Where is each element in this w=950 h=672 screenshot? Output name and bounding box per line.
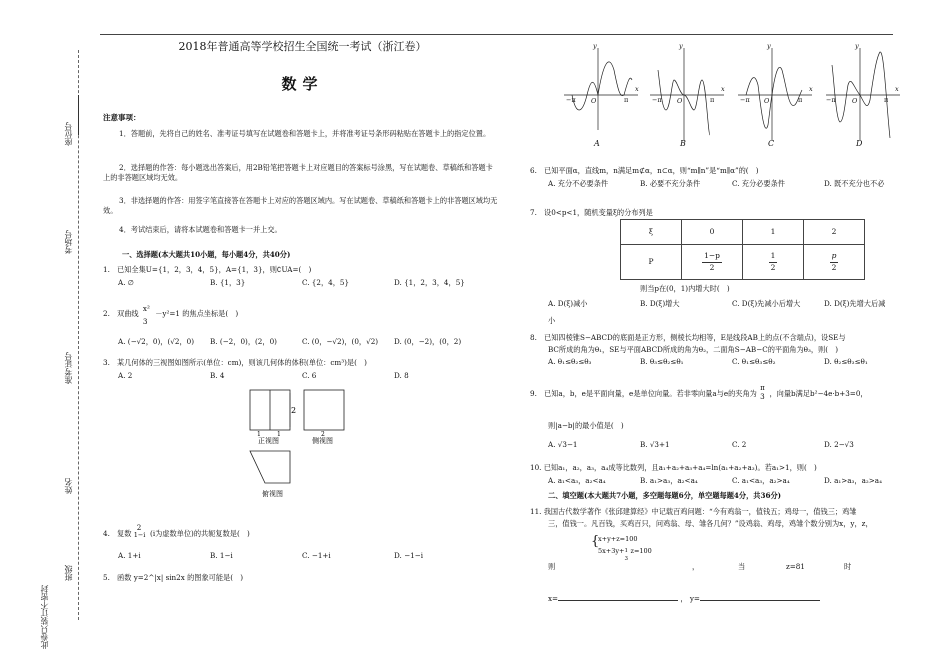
q1-option-d: D. {1，2，3，4，5} (394, 278, 465, 287)
system-frac-num: 1 (624, 548, 629, 554)
top-view-label: 俯视图 (262, 490, 283, 498)
table-cell (682, 245, 743, 280)
q8-option-c: C. θ₁≤θ₃≤θ₂ (732, 357, 776, 366)
margin-fill-line (78, 95, 79, 135)
binding-note: 此卷只装订不密封 (40, 585, 49, 649)
q8-option-b: B. θ₃≤θ₂≤θ₁ (640, 357, 684, 366)
graph-d (826, 48, 900, 140)
question-2-stem (103, 304, 239, 326)
graph-d-label: D (856, 139, 863, 148)
q3-option-a: A. 2 (118, 371, 133, 380)
q8-option-d: D. θ₂≤θ₃≤θ₁ (824, 357, 868, 366)
margin-label-class: 班级 (64, 565, 73, 581)
graph-c-neg-pi: −π (740, 96, 750, 104)
question-11-line2: 三，值钱一。凡百钱，买鸡百只，问鸡翁、母、雏各几何？”设鸡翁、鸡母，鸡雏个数分别为x，y，z， (548, 519, 873, 528)
q7-option-a: A. D(ξ)减小 (548, 299, 588, 308)
q11-then: 则 (548, 562, 556, 571)
section-heading: 二、填空题(本大题共7小题，多空题每题6分，单空题每题4分，共36分) (548, 491, 782, 500)
three-view-figure (240, 385, 360, 505)
graph-b-origin: O (677, 97, 683, 105)
q11-shi: 时 (844, 562, 852, 571)
question-9-line2: 则|a−b|的最小值是( ) (548, 421, 624, 430)
q9-line1-start: 9. 已知a，b，e是平面向量，e是单位向量。若非零向量a与e的夹角为 (530, 389, 757, 398)
answer-x-label: x= (548, 594, 559, 603)
graph-c (738, 48, 812, 140)
system-eq1: x+y+z=100 (598, 535, 638, 543)
q7-after: 则当p在(0，1)内增大时( ) (640, 284, 730, 293)
question-5-stem: 5. 函数 y=2^|x| sin2x 的图象可能是( ) (103, 573, 244, 582)
distribution-table (620, 219, 865, 280)
margin-dashed-line (78, 50, 79, 620)
system-eq2-rest: z=100 (630, 547, 652, 555)
dim-label-1b: 1 (277, 431, 281, 438)
graph-a-label: A (594, 139, 600, 148)
system-frac-den: 3 (624, 556, 629, 562)
question-4-stem (103, 523, 250, 539)
margin-label-seat: 座位号 (64, 122, 73, 146)
graph-a-curve (572, 62, 632, 110)
frac-den: 2 (831, 262, 837, 272)
q1-option-b: B. {1，3} (210, 278, 246, 287)
graph-c-y-label: y (767, 42, 771, 50)
q6-option-d: D. 既不充分也不必 (824, 179, 885, 188)
section-heading: 一、选择题(本大题共10小题，每小题4分，共40分) (122, 250, 291, 259)
subject-title: 数学 (281, 75, 324, 93)
q2-option-c: C. (0，−√2)，(0，√2) (302, 337, 379, 346)
q3-option-d: D. 8 (394, 371, 409, 380)
top-view-shape (250, 451, 290, 483)
q2-option-a: A. (−√2，0)，(√2，0) (118, 337, 195, 346)
q5-graphs (560, 40, 900, 152)
question-11-line1: 11. 我国古代数学著作《张邱建算经》中记载百鸡问题：“今有鸡翁一，值钱五；鸡母一，值钱三；鸡雏 (530, 507, 857, 516)
q11-when: 当 (738, 562, 746, 571)
q8-option-a: A. θ₁≤θ₂≤θ₃ (548, 357, 592, 366)
q7-option-c: C. D(ξ)先减小后增大 (732, 299, 801, 308)
q3-option-b: B. 4 (210, 371, 225, 380)
notice-item: 4．考试结束后，请将本试题卷和答题卡一并上交。 (119, 225, 282, 234)
q11-z-value: z=81 (786, 562, 805, 571)
question-1-stem: 1. 已知全集U={1，2，3，4，5}，A={1，3}，则∁UA=( ) (103, 265, 312, 274)
notice-item: 1．答题前，先将自己的姓名、准考证号填写在试题卷和答题卡上，并将准考证号条形码粘贴在答题卡上的指定位置。 (119, 129, 491, 138)
q10-option-c: C. a₁<a₃，a₂>a₄ (732, 476, 790, 485)
graph-a (564, 48, 638, 130)
graph-b-neg-pi: −π (652, 96, 662, 104)
q10-option-d: D. a₁>a₃，a₂>a₄ (824, 476, 882, 485)
answer-separator: ， (680, 594, 688, 603)
q2-stem-rest: －y²=1 的焦点坐标是( ) (155, 309, 239, 318)
table-row (621, 245, 865, 280)
table-cell: ξ (621, 220, 682, 245)
graph-c-pi: π (798, 96, 803, 104)
graph-b-label: B (680, 139, 686, 148)
q2-stem-start: 2. 双曲线 (103, 309, 139, 318)
graph-b (650, 48, 724, 140)
q7-option-b: B. D(ξ)增大 (640, 299, 680, 308)
q4-frac-den: 1−i (133, 531, 146, 539)
answer-y-blank[interactable] (700, 600, 820, 601)
margin-label-room: 考场号 (64, 230, 73, 254)
notice-heading: 注意事项： (103, 113, 141, 122)
graph-c-origin: O (764, 97, 770, 105)
question-10-stem: 10. 已知a₁，a₂，a₃，a₄成等比数列，且a₁+a₂+a₃+a₄=ln(a₁+a₂+a₃)。若a₁>1，则( ) (530, 463, 817, 472)
q6-option-c: C. 充分必要条件 (732, 179, 785, 188)
margin-label-name: 姓名 (64, 478, 73, 494)
graph-b-pi: π (710, 96, 715, 104)
q9-frac-num: π (760, 383, 765, 392)
table-cell (804, 245, 865, 280)
system-eq2-start: 5x+3y+ (598, 547, 625, 555)
table-row (621, 220, 865, 245)
graph-a-y-label: y (593, 42, 597, 50)
graph-d-x-label: x (895, 85, 899, 93)
q9-option-d: D. 2−√3 (824, 440, 854, 449)
q6-option-b: B. 必要不充分条件 (640, 179, 701, 188)
question-6-stem: 6. 已知平面α，直线m，n满足m⊄α，n⊂α，则“m∥n”是“m∥α”的( ) (530, 166, 759, 175)
graph-d-neg-pi: −π (826, 96, 836, 104)
graph-a-x-label: x (635, 85, 639, 93)
side-view-label: 侧视图 (312, 437, 333, 445)
graph-d-pi: π (884, 96, 889, 104)
table-cell: 1 (743, 220, 804, 245)
graph-a-pi: π (624, 96, 629, 104)
q9-line1-rest: ，向量b满足b²−4e·b+3=0， (769, 389, 868, 398)
q4-stem-start: 4. 复数 (103, 529, 132, 538)
q7-option-wrap: 小 (548, 316, 556, 325)
q2-option-b: B. (−2，0)，(2，0) (210, 337, 277, 346)
question-8-line1: 8. 已知四棱锥S−ABCD的底面是正方形，侧棱长均相等，E是线段AB上的点(不含端点)，设SE与 (530, 333, 846, 342)
q6-option-a: A. 充分不必要条件 (548, 179, 609, 188)
q1-option-c: C. {2，4，5} (302, 278, 350, 287)
table-cell: 0 (682, 220, 743, 245)
q4-option-a: A. 1+i (118, 551, 141, 560)
margin-label-exam-id: 准考证号 (64, 352, 73, 384)
table-cell: P (621, 245, 682, 280)
q4-option-c: C. −1+i (302, 551, 331, 560)
dim-label-1a: 1 (257, 431, 261, 438)
question-9-line1 (530, 383, 868, 401)
top-rule (100, 34, 893, 35)
q4-stem-rest: (i为虚数单位)的共轭复数是( ) (150, 529, 250, 538)
graph-b-y-label: y (679, 42, 683, 50)
question-8-line2: BC所成的角为θ₁，SE与平面ABCD所成的角为θ₂，二面角S−AB−C的平面角为θ₃，则( ) (548, 345, 839, 354)
graph-c-curve (746, 67, 802, 128)
q2-option-d: D. (0，−2)，(0，2) (394, 337, 462, 346)
graph-d-origin: O (852, 97, 858, 105)
q4-option-d: D. −1−i (394, 551, 423, 560)
q9-frac-den: 3 (760, 392, 765, 401)
front-view-label: 正视图 (258, 437, 279, 445)
graph-c-label: C (768, 139, 775, 148)
question-7-stem: 7. 设0<p<1，随机变量ξ的分布列是 (530, 208, 653, 217)
notice-item: 2．选择题的作答：每小题选出答案后，用2B铅笔把答题卡上对应题目的答案标号涂黑，写在试题卷、草稿纸和答题卡上的非答题区域均无效。 (103, 163, 493, 182)
frac-den: 2 (770, 262, 776, 272)
q10-option-a: A. a₁<a₃，a₂<a₄ (548, 476, 606, 485)
answer-x-blank[interactable] (558, 600, 678, 601)
graph-c-x-label: x (809, 85, 813, 93)
table-cell: 2 (804, 220, 865, 245)
system-brace: { (591, 534, 600, 549)
frac-num: 1−p (702, 251, 722, 262)
q3-option-c: C. 6 (302, 371, 317, 380)
q10-option-b: B. a₁>a₃，a₂<a₄ (640, 476, 698, 485)
notice-item: 3．非选择题的作答：用签字笔直接答在答题卡上对应的答题区域内。写在试题卷、草稿纸和答题卡上的非答题区域均无效。 (103, 196, 498, 215)
q9-option-c: C. 2 (732, 440, 747, 449)
q2-frac-num: x² (142, 304, 150, 313)
frac-num: p (830, 251, 839, 262)
table-cell (743, 245, 804, 280)
side-view-shape (304, 390, 344, 430)
system-eq2 (598, 547, 652, 562)
frac-den: 2 (709, 262, 715, 272)
graph-a-origin: O (591, 97, 597, 105)
question-3-stem: 3. 某几何体的三视图如图所示(单位：cm)，则该几何体的体积(单位：cm³)是( ) (103, 358, 367, 367)
exam-title: 2018年普通高等学校招生全国统一考试（浙江卷） (178, 40, 427, 53)
dim-label-2b: 2 (321, 431, 325, 438)
q7-option-d: D. D(ξ)先增大后减 (824, 299, 886, 308)
q11-answer-line (548, 594, 820, 604)
graph-a-neg-pi: −π (566, 96, 576, 104)
frac-num: 1 (769, 251, 778, 262)
graph-d-y-label: y (855, 42, 859, 50)
graph-b-x-label: x (721, 85, 725, 93)
q4-option-b: B. 1−i (210, 551, 233, 560)
dim-label-2: 2 (291, 406, 297, 415)
answer-y-label: y= (689, 594, 700, 603)
q9-option-a: A. √3−1 (548, 440, 578, 449)
q1-option-a: A. ∅ (118, 278, 135, 287)
q4-frac-num: 2 (136, 523, 142, 532)
q9-option-b: B. √3+1 (640, 440, 670, 449)
q2-frac-den: 3 (142, 317, 148, 326)
q11-dot: ， (692, 562, 700, 571)
